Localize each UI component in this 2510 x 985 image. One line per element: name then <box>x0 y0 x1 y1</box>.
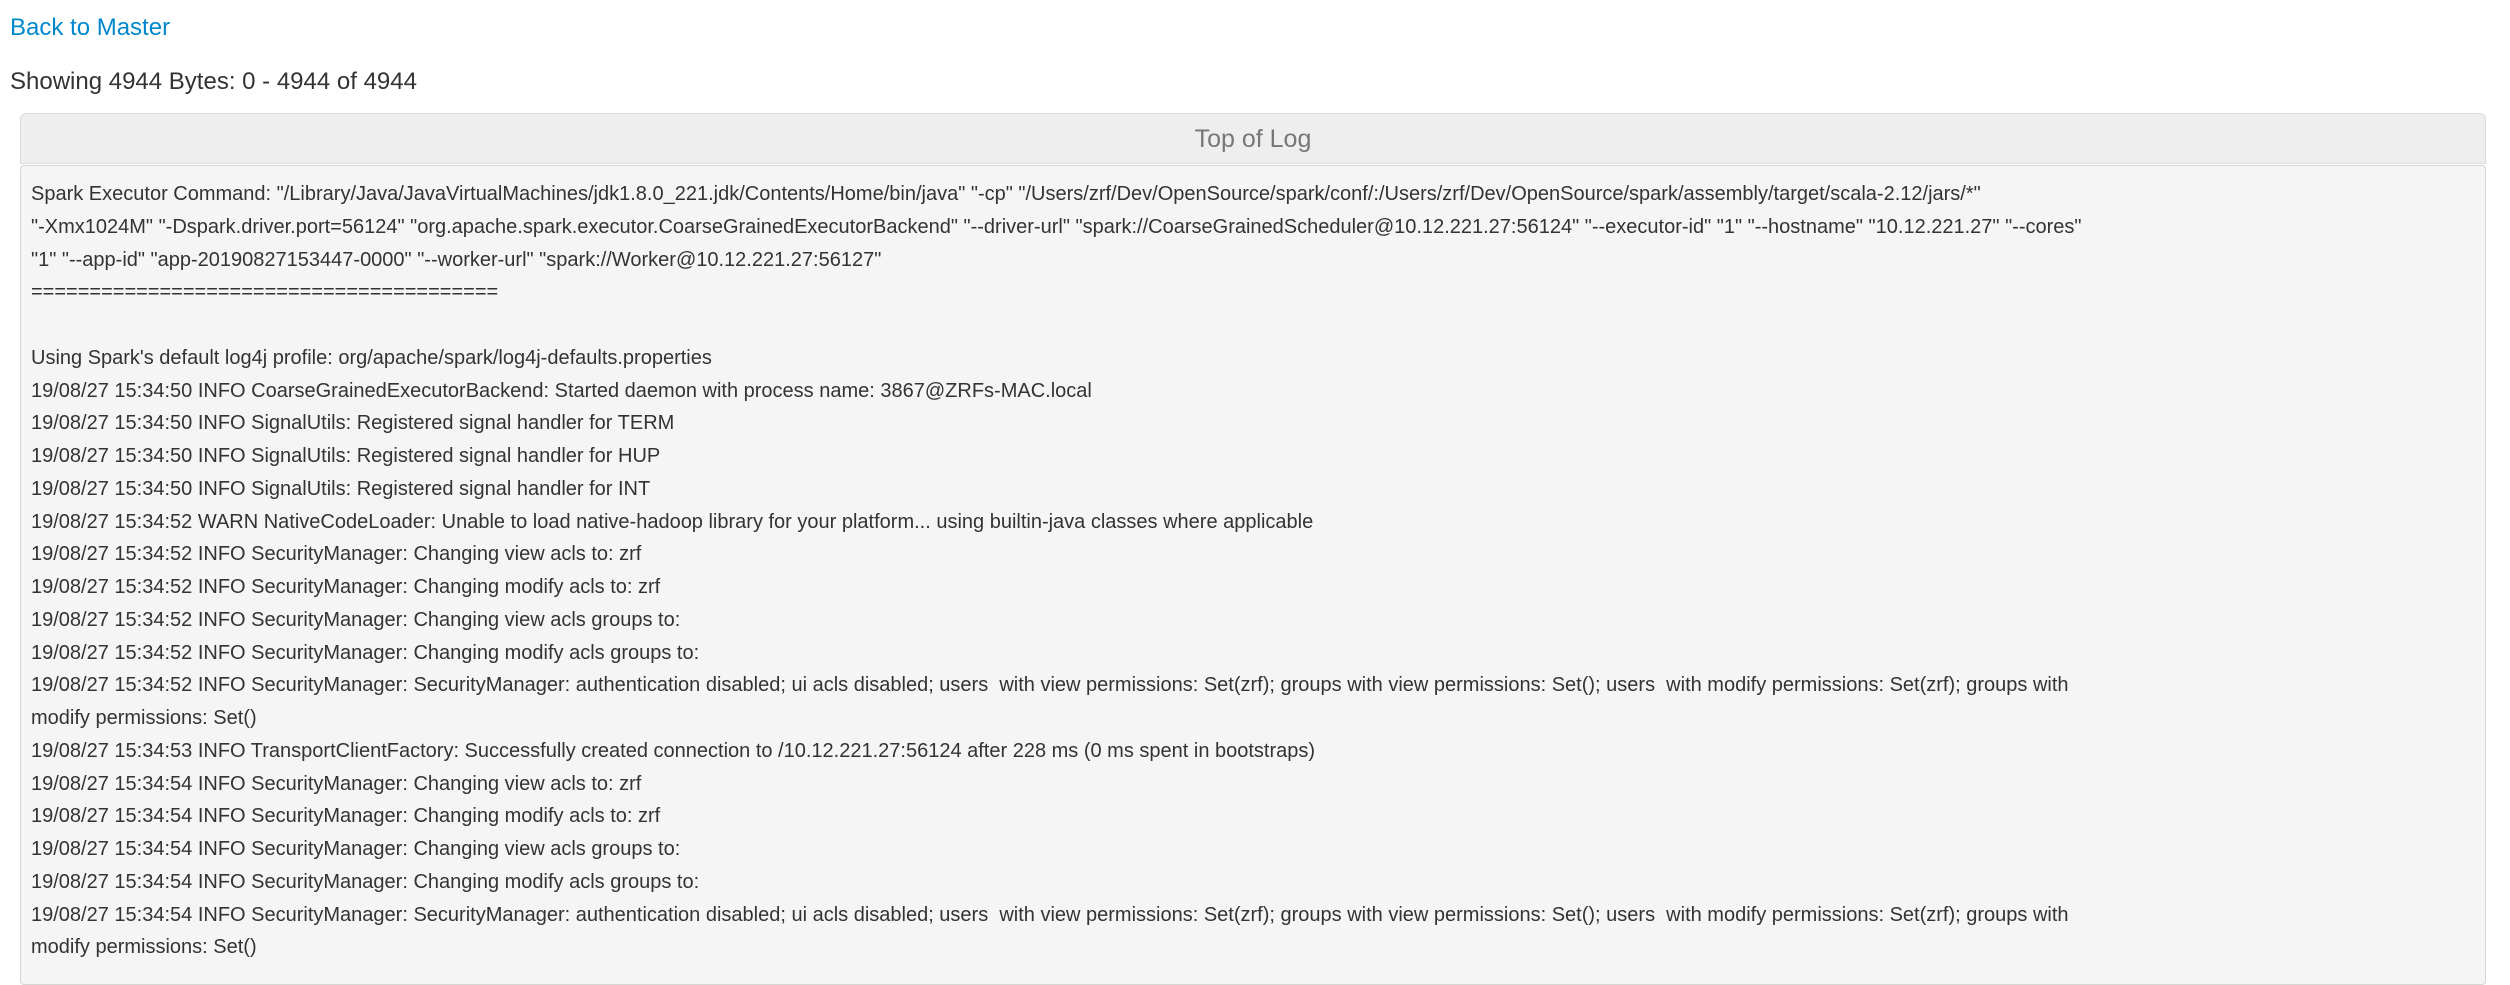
log-line: 19/08/27 15:34:54 INFO SecurityManager: Changing view acls groups to: <box>31 838 686 860</box>
log-line: Spark Executor Command: "/Library/Java/JavaVirtualMachines/jdk1.8.0_221.jdk/Contents/Home/bin/java" "-cp" "/Users/zrf/Dev/OpenSource/spark/conf/:/Users/zrf/Dev/OpenSource/spark/assembly/target/scala-2.12/jars/*" <box>31 183 1981 205</box>
log-line: 19/08/27 15:34:52 INFO SecurityManager: Changing modify acls to: zrf <box>31 576 661 598</box>
log-line: 19/08/27 15:34:52 WARN NativeCodeLoader: Unable to load native-hadoop library for your platform... using builtin-java classes where applicable <box>31 510 1314 533</box>
log-line: Using Spark's default log4j profile: org/apache/spark/log4j-defaults.properties <box>31 346 712 369</box>
log-line: 19/08/27 15:34:52 INFO SecurityManager: Changing modify acls groups to: <box>31 641 705 664</box>
log-line: "-Xmx1024M" "-Dspark.driver.port=56124" "org.apache.spark.executor.CoarseGrainedExecutorBackend" "--driver-url" "spark://CoarseGrainedScheduler@10.12.221.27:56124" "--executor-id" "1" "--hostname" "10.12.221.27" "--cores" <box>31 215 2082 238</box>
byte-range-status: Showing 4944 Bytes: 0 - 4944 of 4944 <box>10 68 417 95</box>
log-line <box>31 309 2485 342</box>
log-line: 19/08/27 15:34:53 INFO TransportClientFactory: Successfully created connection to /10.12.221.27:56124 after 228 ms (0 ms spent in bootstraps) <box>31 739 1316 762</box>
log-line: 19/08/27 15:34:50 INFO SignalUtils: Registered signal handler for TERM <box>31 412 675 435</box>
log-line: 19/08/27 15:34:50 INFO SignalUtils: Registered signal handler for HUP <box>31 445 661 467</box>
log-line: 19/08/27 15:34:50 INFO SignalUtils: Registered signal handler for INT <box>31 477 651 500</box>
log-line: modify permissions: Set() <box>31 707 257 729</box>
log-line: "1" "--app-id" "app-20190827153447-0000" "--worker-url" "spark://Worker@10.12.221.27:56127" <box>31 248 882 271</box>
log-line: 19/08/27 15:34:54 INFO SecurityManager: SecurityManager: authentication disabled; ui acls disabled; users with view permissions: Set(zrf); groups with view permissions: Set(); users with modify permissions: Set(zrf); groups with <box>31 903 2069 926</box>
log-line: modify permissions: Set() <box>31 936 257 959</box>
log-line: 19/08/27 15:34:52 INFO SecurityManager: Changing view acls to: zrf <box>31 543 642 566</box>
log-line: 19/08/27 15:34:54 INFO SecurityManager: Changing modify acls groups to: <box>31 870 705 893</box>
log-line: 19/08/27 15:34:54 INFO SecurityManager: Changing view acls to: zrf <box>31 772 642 795</box>
log-line: 19/08/27 15:34:54 INFO SecurityManager: Changing modify acls to: zrf <box>31 805 661 828</box>
log-line: ======================================== <box>31 281 499 304</box>
log-line: 19/08/27 15:34:52 INFO SecurityManager: SecurityManager: authentication disabled; ui acls disabled; users with view permissions: Set(zrf); groups with view permissions: Set(); users with modify permissions: Set(zrf); groups with <box>31 674 2069 697</box>
log-content[interactable] <box>20 165 2486 985</box>
back-to-master-link[interactable]: Back to Master <box>10 14 171 41</box>
top-of-log-button[interactable]: Top of Log <box>20 113 2486 164</box>
log-line: 19/08/27 15:34:52 INFO SecurityManager: Changing view acls groups to: <box>31 608 686 631</box>
log-line: 19/08/27 15:34:50 INFO CoarseGrainedExecutorBackend: Started daemon with process name: 3867@ZRFs-MAC.local <box>31 379 1092 402</box>
